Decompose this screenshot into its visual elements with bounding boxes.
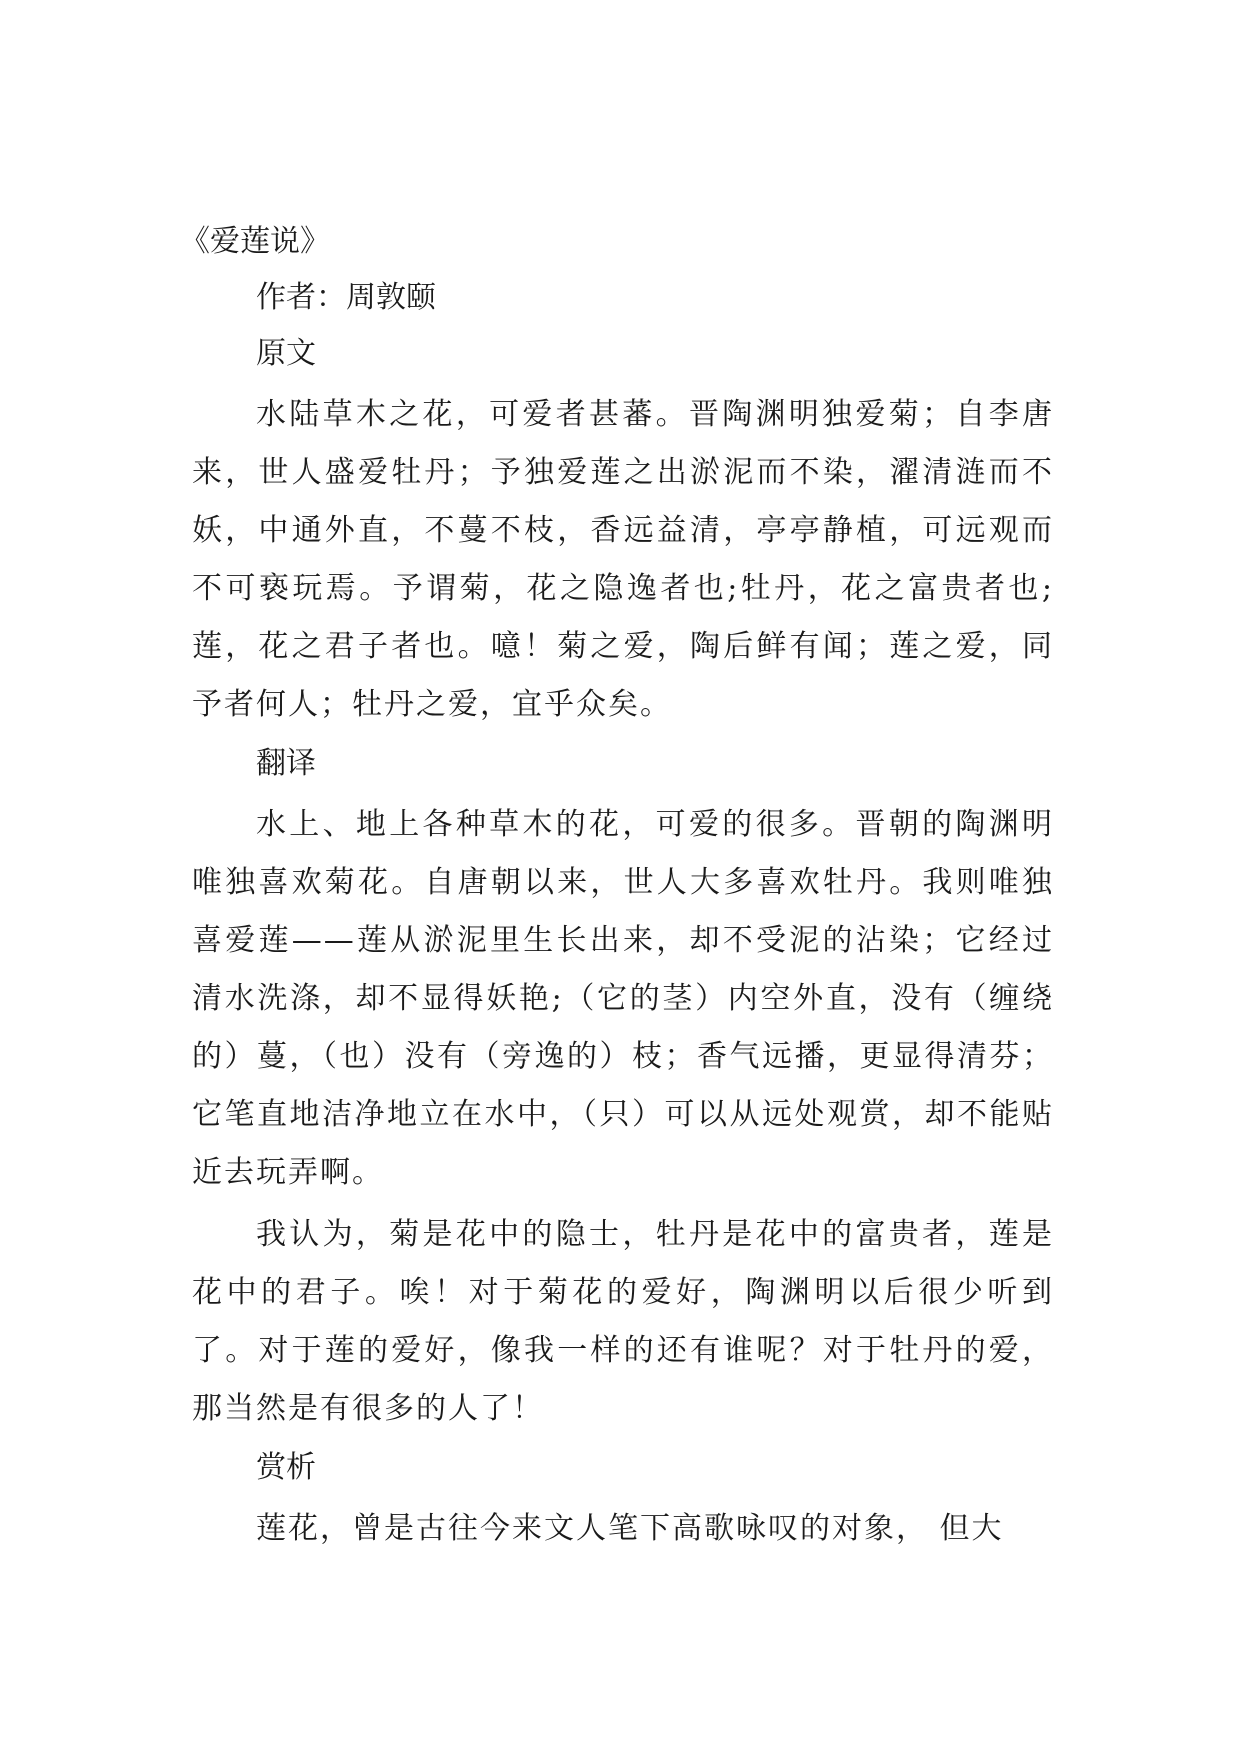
document-page xyxy=(180,222,1054,1558)
section-heading-appreciation: 赏析 xyxy=(256,1450,316,1485)
translation-paragraph-2: 我认为，菊是花中的隐士，牡丹是花中的富贵者，莲是花中的君子。唉！对于菊花的爱好，陶渊明以后很少听到了。对于莲的爱好，像我一样的还有谁呢？对于牡丹的爱，那当然是有很多的人了！ xyxy=(192,1217,1054,1426)
document-title: 《爱莲说》 xyxy=(180,224,330,259)
original-text-paragraph: 水陆草木之花，可爱者甚蕃。晋陶渊明独爱菊；自李唐来，世人盛爱牡丹；予独爱莲之出淤泥而不染，濯清涟而不妖，中通外直，不蔓不枝，香远益清，亭亭静植，可远观而不可亵玩焉。予谓菊，花之隐逸者也;牡丹，花之富贵者也;莲，花之君子者也。噫！菊之爱，陶后鲜有闻；莲之爱，同予者何人；牡丹之爱，宜乎众矣。 xyxy=(192,397,1054,722)
section-heading-translation: 翻译 xyxy=(256,746,316,781)
appreciation-paragraph-1: 莲花，曾是古往今来文人笔下高歌咏叹的对象， 但大 xyxy=(256,1511,1004,1546)
section-heading-original: 原文 xyxy=(256,336,316,371)
author-line: 作者：周敦颐 xyxy=(256,280,436,315)
translation-paragraph-1: 水上、地上各种草木的花，可爱的很多。晋朝的陶渊明唯独喜欢菊花。自唐朝以来，世人大多喜欢牡丹。我则唯独喜爱莲——莲从淤泥里生长出来，却不受泥的沾染；它经过清水洗涤，却不显得妖艳;（它的茎）内空外直，没有（缠绕的）蔓，（也）没有（旁逸的）枝；香气远播，更显得清芬；它笔直地洁净地立在水中，（只）可以从远处观赏，却不能贴近去玩弄啊。 xyxy=(192,807,1054,1190)
